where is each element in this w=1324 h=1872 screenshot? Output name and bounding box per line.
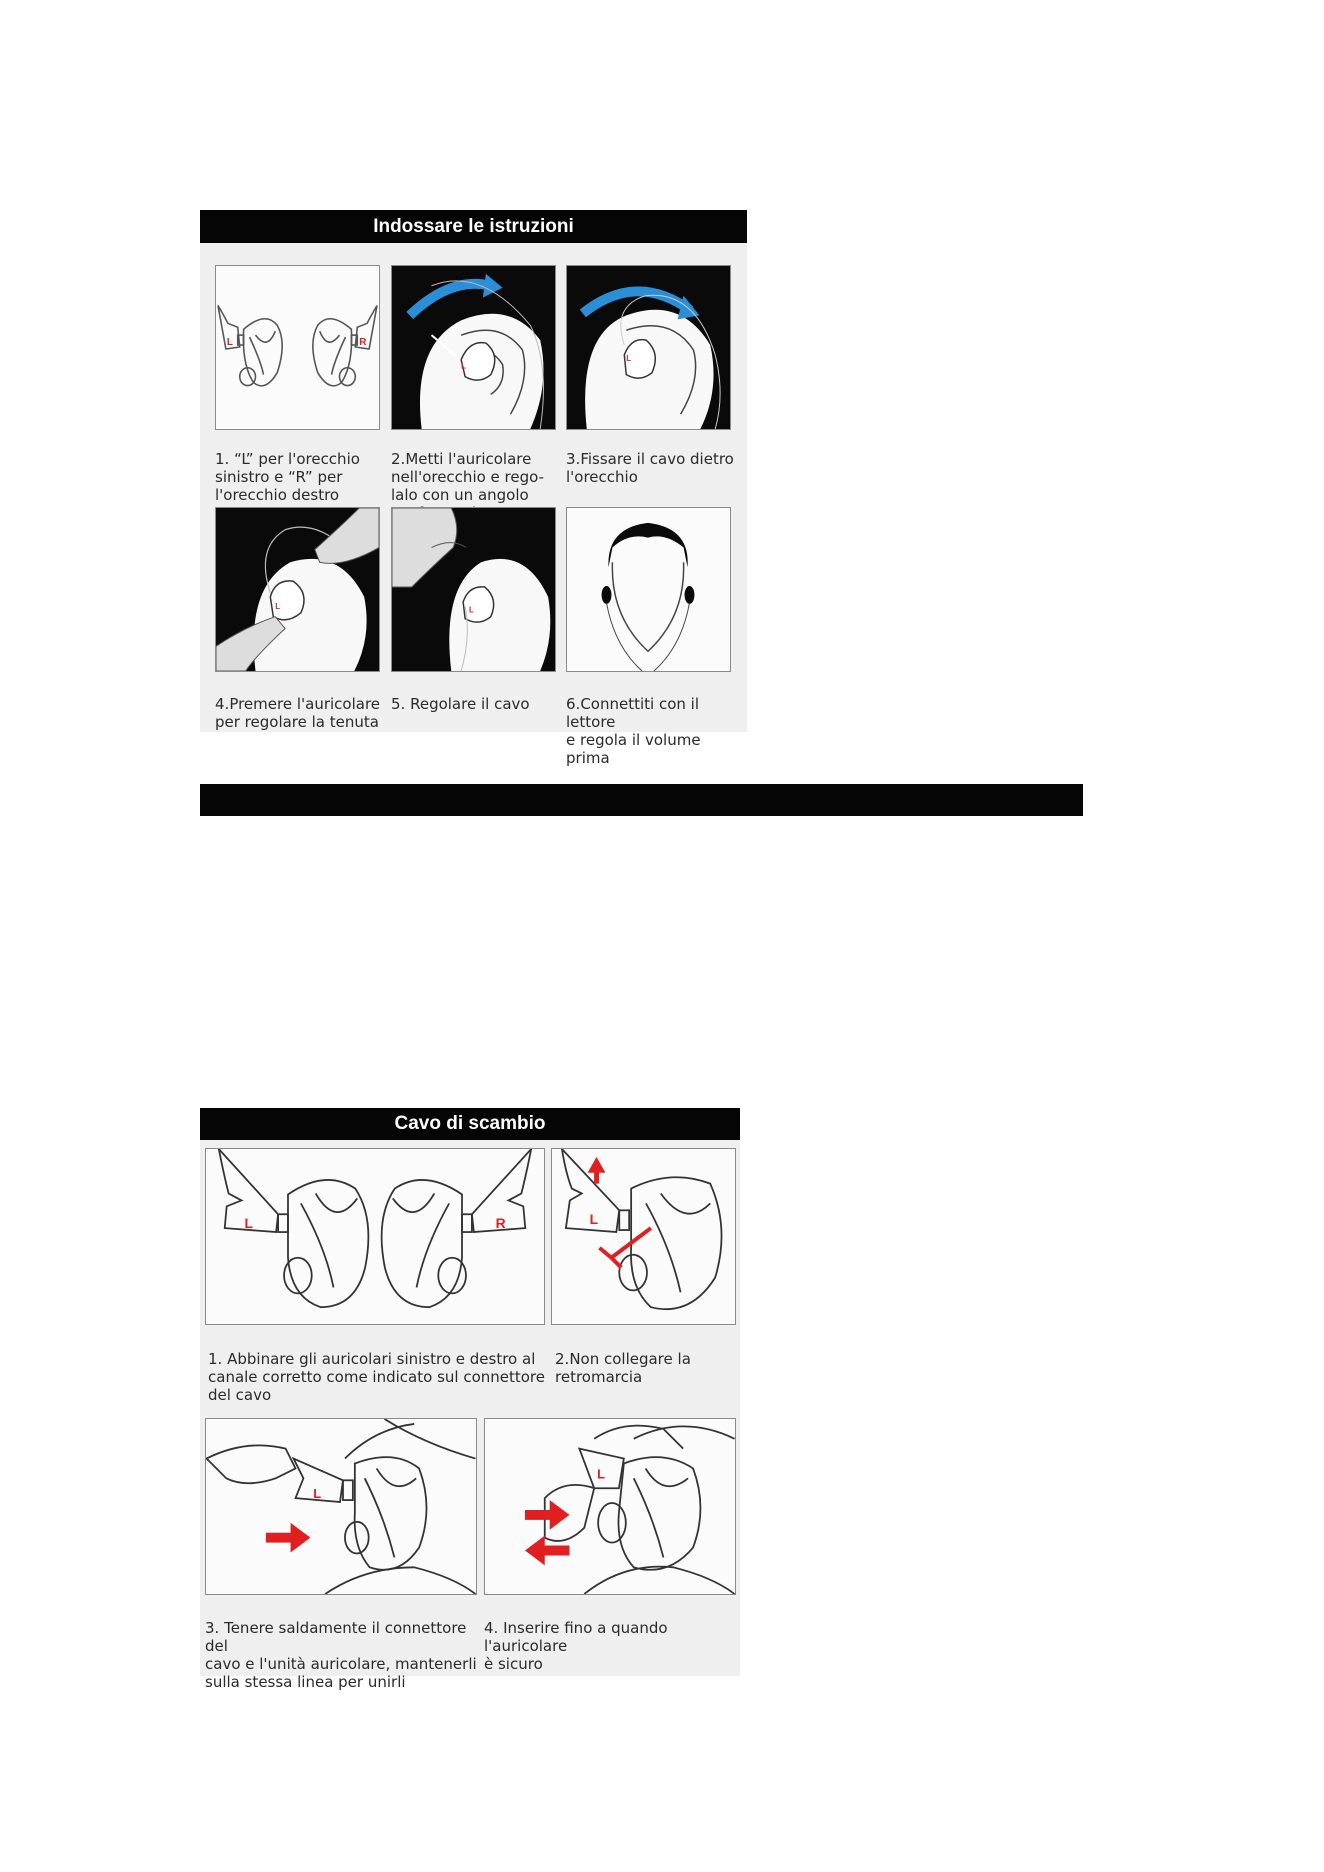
left-label: L	[226, 337, 233, 349]
face-with-earphones-illustration	[567, 508, 730, 671]
right-label: R	[359, 337, 367, 349]
cable-step-1-image	[205, 1148, 545, 1325]
step-2-number: 2.	[391, 450, 406, 468]
ear-insert-illustration	[392, 266, 555, 429]
step-3-left-label: L	[626, 353, 632, 363]
cable-step-3-text: Tenere saldamente il connettore del cavo e l'unità auricolare, mantenerli sulla stessa linea per unirli	[205, 1619, 477, 1691]
step-3-number: 3.	[566, 450, 581, 468]
match-lr-illustration	[206, 1149, 544, 1324]
cable-right-label: R	[495, 1215, 506, 1232]
cable-step-3-image	[205, 1418, 477, 1595]
step-4-text: Premere l'auricolare per regolare la tenuta	[215, 695, 381, 731]
step-5-left-label: L	[469, 605, 474, 615]
cable-step-4-left-label: L	[597, 1466, 606, 1482]
step-3-image	[566, 265, 731, 430]
step-3-caption	[566, 432, 746, 486]
cable-left-label: L	[244, 1215, 253, 1232]
cable-step-3-number: 3.	[205, 1619, 220, 1637]
step-6-number: 6.	[566, 695, 581, 713]
cable-step-4-image	[484, 1418, 736, 1595]
cable-step-1-caption	[208, 1332, 548, 1404]
step-5-image	[391, 507, 556, 672]
step-3-text: Fissare il cavo dietro l'orecchio	[566, 450, 734, 486]
step-5-caption	[391, 677, 561, 713]
cable-step-3-caption	[205, 1601, 480, 1691]
section-divider-bar	[200, 784, 1083, 816]
step-4-left-label: L	[275, 601, 281, 611]
step-6-caption	[566, 677, 746, 767]
step-6-image	[566, 507, 731, 672]
step-4-caption	[215, 677, 390, 731]
step-1-number: 1.	[215, 450, 230, 468]
step-1-text: “L” per l'orecchio sinistro e “R” per l'orecchio destro	[215, 450, 360, 504]
cable-change-title: Cavo di scambio	[200, 1108, 740, 1140]
cable-step-1-text: Abbinare gli auricolari sinistro e destro al canale corretto come indicato sul connettore del cavo	[208, 1350, 545, 1404]
cable-step-2-text: Non collegare la retromarcia	[555, 1350, 691, 1386]
cable-step-2-image	[551, 1148, 736, 1325]
cable-step-3-left-label: L	[313, 1486, 322, 1502]
hold-connector-illustration	[206, 1419, 476, 1594]
no-reverse-illustration	[552, 1149, 735, 1324]
step-2-image	[391, 265, 556, 430]
cable-step-4-number: 4.	[484, 1619, 499, 1637]
press-earphone-illustration	[216, 508, 379, 671]
cable-step-2-left-label: L	[589, 1211, 599, 1228]
step-4-number: 4.	[215, 695, 230, 713]
adjust-cable-illustration	[392, 508, 555, 671]
cable-step-2-caption	[555, 1332, 735, 1386]
step-5-number: 5.	[391, 695, 406, 713]
step-1-image	[215, 265, 380, 430]
wearing-instructions-title: Indossare le istruzioni	[200, 210, 747, 243]
step-4-image	[215, 507, 380, 672]
step-6-text: Connettiti con il lettore e regola il volume prima	[566, 695, 701, 767]
cable-behind-ear-illustration	[567, 266, 730, 429]
step-2-text: Metti l'auricolare nell'orecchio e rego- lalo con un angolo	[391, 450, 545, 504]
insert-secure-illustration	[485, 1419, 735, 1594]
cable-step-4-text: Inserire fino a quando l'auricolare è sicuro	[484, 1619, 668, 1673]
step-2-left-label: L	[461, 361, 466, 371]
cable-step-1-number: 1.	[208, 1350, 223, 1368]
cable-step-4-caption	[484, 1601, 740, 1673]
step-1-caption	[215, 432, 385, 504]
earphones-lr-illustration	[216, 266, 379, 429]
step-5-text: Regolare il cavo	[410, 695, 530, 713]
cable-step-2-number: 2.	[555, 1350, 570, 1368]
